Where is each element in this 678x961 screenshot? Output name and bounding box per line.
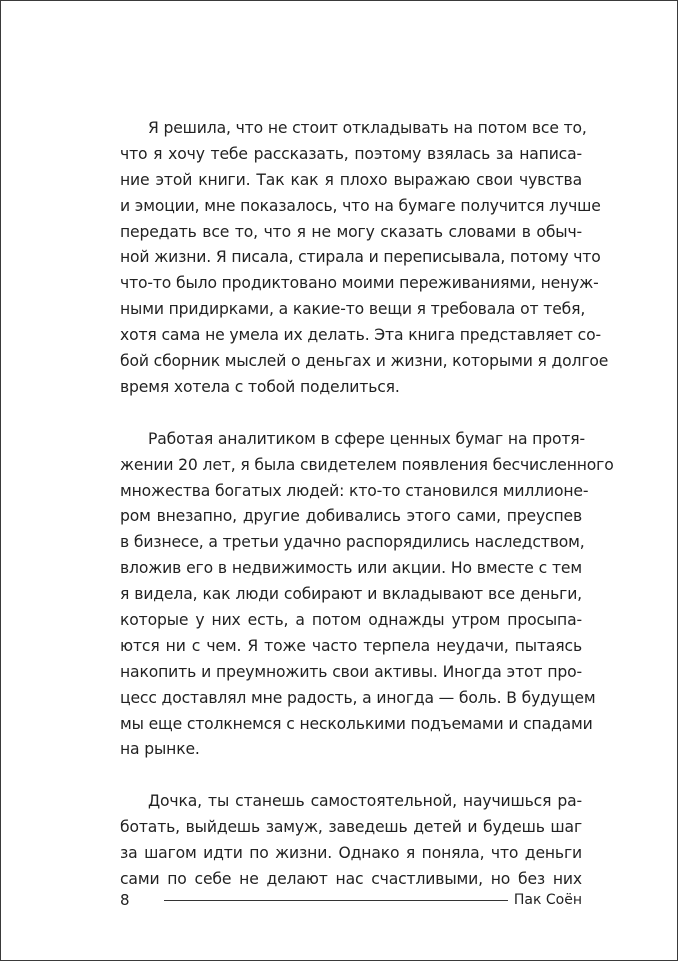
text-line: что-то было продиктовано моими переживаниями, ненуж- [120,274,599,293]
paragraph-2 [120,427,614,764]
text-line: ной жизни. Я писала, стирала и переписывала, потому что [120,248,601,267]
text-line: я видела, как люди собирают и вкладывают все деньги, [120,585,582,604]
text-line: в бизнесе, а третьи удачно распорядились наследством, [120,533,585,552]
text-line: мы еще столкнемся с несколькими подъемами и спадами [120,714,593,733]
text-line: Я решила, что не стоит откладывать на потом все то, [148,119,587,137]
text-line: цесс доставлял мне радость, а иногда — боль. В будущем [120,688,596,707]
text-line: которые у них есть, а потом однажды утром просыпа- [120,611,582,630]
text-line: хотя сама не умела их делать. Эта книга представляет со- [120,326,601,345]
text-line: ром внезапно, другие добивались этого сами, преуспев [120,507,582,526]
text-line: передать все то, что я не могу сказать словами в обыч- [120,222,582,241]
text-line: ются ни с чем. Я тоже часто терпела неудачи, пытаясь [120,636,582,655]
text-line: время хотела с тобой поделиться. [120,377,400,396]
running-author: Пак Соён [513,892,582,908]
page-number: 8 [120,891,130,909]
footer-divider [164,900,508,901]
paragraph-gap [120,401,582,427]
text-line: ние этой книги. Так как я плохо выражаю свои чувства [120,170,582,189]
text-line: множества богатых людей: кто-то становился миллионе- [120,481,589,500]
text-line: Работая аналитиком в сфере ценных бумаг на протя- [148,429,585,448]
text-line: ными придирками, а какие-то вещи я требовала от тебя, [120,300,586,319]
paragraph-3 [120,789,582,893]
text-line: сами по себе не делают нас счастливыми, но без них [120,870,582,889]
text-line: что я хочу тебе рассказать, поэтому взялась за написа- [120,144,582,163]
text-line: жении 20 лет, я была свидетелем появления бесчисленного [120,455,614,474]
paragraph-gap [120,763,582,789]
text-line: и эмоции, мне показалось, что на бумаге получится лучше [120,196,601,215]
text-line: на рынке. [120,740,200,759]
page-text [120,116,614,893]
text-line: накопить и преумножить свои активы. Иногда этот про- [120,662,582,681]
text-line: вложив его в недвижимость или акции. Но вместе с тем [120,559,582,578]
text-line: за шагом идти по жизни. Однако я поняла, что деньги [120,844,582,863]
text-line: бой сборник мыслей о деньгах и жизни, которыми я долгое [120,352,609,371]
page-footer [120,889,582,911]
text-line: ботать, выйдешь замуж, заведешь детей и будешь шаг [120,818,582,837]
text-line: Дочка, ты станешь самостоятельной, научишься ра- [148,792,582,811]
paragraph-1 [120,116,609,401]
